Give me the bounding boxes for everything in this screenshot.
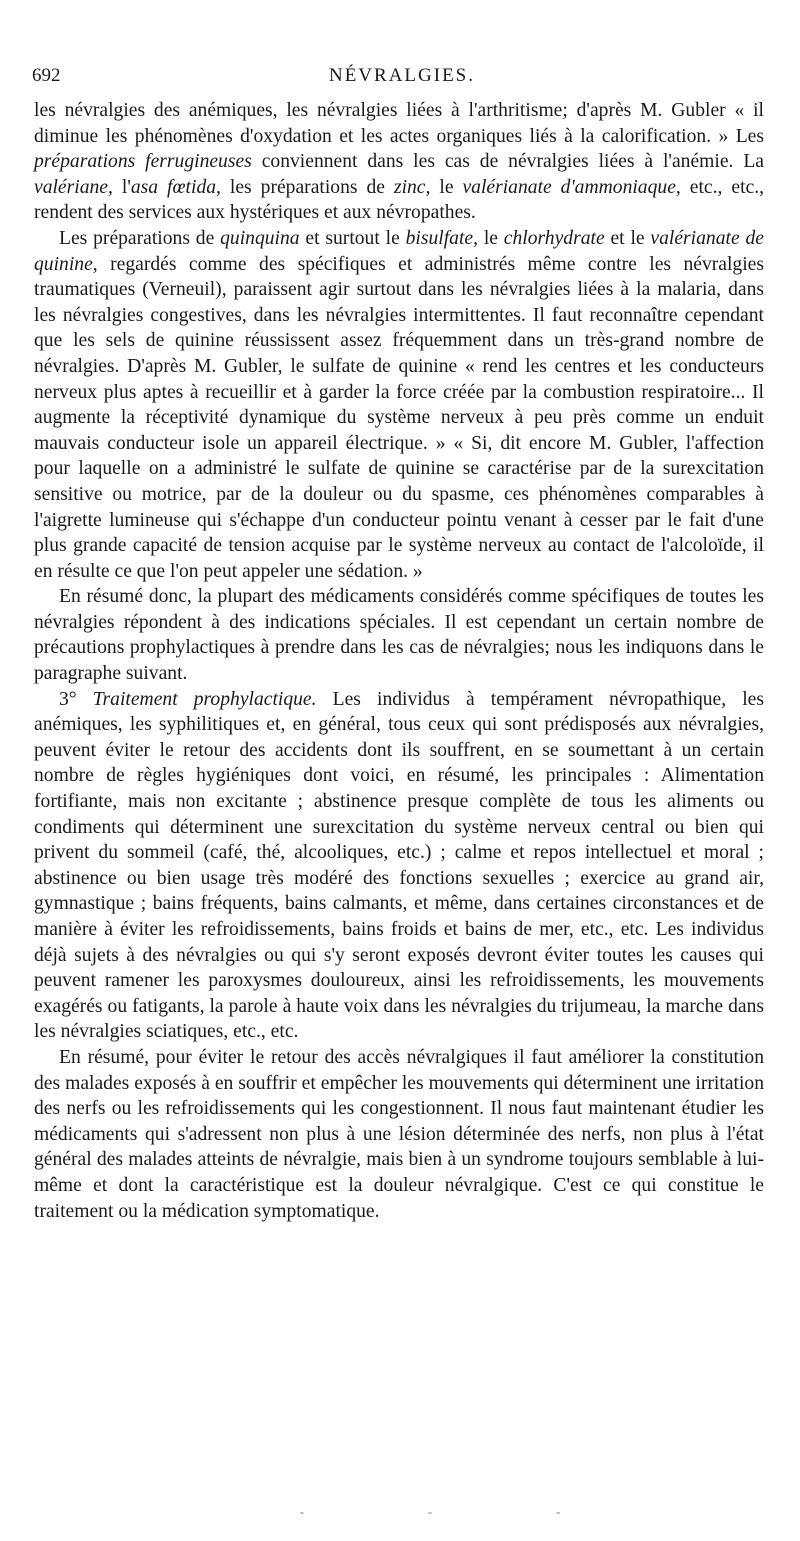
- italic-text: zinc,: [393, 176, 431, 198]
- text-run: En résumé donc, la plupart des médicaments considérés comme spécifiques de toutes les névralgies répondent à des indications spéciales. Il est cependant un certain nombre de précautions prophylactiques à prendre dans les cas de névralgies; nous les indiquons dans le paragraphe suivant.: [34, 586, 764, 685]
- text-run: le: [478, 227, 504, 249]
- text-run: l': [112, 176, 131, 198]
- italic-text: valériane,: [34, 176, 113, 198]
- text-run: et surtout le: [299, 227, 406, 249]
- italic-text: chlorhydrate: [503, 227, 605, 249]
- text-run: conviennent dans les cas de névralgies liées à l'anémie. La: [251, 151, 764, 173]
- paragraph: [34, 98, 764, 226]
- italic-text: valérianate de quinine,: [34, 227, 764, 275]
- text-run: les névralgies des anémiques, les névralgies liées à l'arthritisme; d'après M. Gubler « il diminue les phénomènes d'oxydation et les actes organiques liés à la calorification. » Les: [34, 100, 764, 147]
- text-run: 3°: [59, 688, 93, 710]
- body-text: [34, 98, 764, 1224]
- page-number: 692: [32, 65, 61, 86]
- italic-text: bisulfate,: [405, 227, 478, 249]
- paragraph: [34, 584, 764, 686]
- text-run: les préparations de: [220, 176, 394, 198]
- text-run: regardés comme des spécifiques et administrés même contre les névralgies traumatiques (Verneuil), paraissent agir surtout dans les névralgies liées à la malaria, dans les névralgies congestives, dans les névralgies intermittentes. Il faut reconnaître cependant que les sels de quinine réussissent assez fréquemment dans un très-grand nombre de névralgies. D'après M. Gubler, le sulfate de quinine « rend les centres et les conducteurs nerveux plus aptes à recueillir et à garder la force créée par la combustion respiratoire... Il augmente la réceptivité dynamique du système nerveux à peu près comme un enduit mauvais conducteur isole un appareil électrique. » « Si, dit encore M. Gubler, l'affection pour laquelle on a administré le sulfate de quinine se caractérise par de la surexcitation sensitive ou motrice, par de la douleur ou du spasme, ces phénomènes comparables à l'aigrette lumineuse qui s'échappe d'un conducteur pointu venant à cesser par le fait d'une plus grande capacité de tension acquise par le système nerveux au contact de l'alcoloïde, il en résulte ce que l'on peut appeler une sédation. »: [34, 253, 764, 582]
- text-run: Les préparations de: [59, 227, 221, 249]
- text-run: Les individus à tempérament névropathique, les anémiques, les syphilitiques et, en général, tous ceux qui sont prédisposés aux névralgies, peuvent éviter le retour des accidents dont ils souffrent, en se soumettant à un certain nombre de règles hygiéniques dont voici, en résumé, les principales : Alimentation fortifiante, mais non excitante ; abstinence presque complète de tous les aliments ou condiments qui déterminent une surexcitation du système nerveux central ou bien qui privent du sommeil (café, thé, alcooliques, etc.) ; calme et repos intellectuel et moral ; abstinence ou bien usage très modéré des fonctions sexuelles ; exercice au grand air, gymnastique ; bains fréquents, bains calmants, et même, dans certaines circonstances et de manière à éviter les refroidissements, bains froids et bains de mer, etc., etc. Les individus déjà sujets à des névralgies ou qui s'y seront exposés devront éviter toutes les causes qui peuvent ramener les paroxysmes douloureux, ainsi les refroidissements, les mouvements exagérés ou fatigants, la parole à haute voix dans les névralgies du trijumeau, la marche dans les névralgies sciatiques, etc., etc.: [34, 688, 765, 1043]
- running-title: NÉVRALGIES.: [328, 65, 476, 86]
- paragraph: [34, 1045, 764, 1224]
- paragraph: [34, 226, 764, 584]
- running-head: [32, 63, 762, 89]
- text-run: En résumé, pour éviter le retour des accès névralgiques il faut améliorer la constitution des malades exposés à en souffrir et empêcher les mouvements qui déterminent une irritation des nerfs ou les refroidissements qui les congestionnent. Il nous faut maintenant étudier les médicaments qui s'adressent non plus à une lésion déterminée des nerfs, non plus à l'état général des malades atteints de névralgie, mais bien à un syndrome toujours semblable à lui-même et dont la caractéristique est la douleur névralgique. C'est ce qui constitue le traitement ou la médication symptomatique.: [34, 1046, 764, 1222]
- text-run: etc., etc., rendent des services aux hystériques et aux névropathes.: [34, 176, 765, 224]
- italic-text: préparations ferrugineuses: [34, 151, 252, 173]
- italic-text: quinquina: [220, 227, 300, 249]
- paragraph: [34, 687, 764, 1045]
- italic-text: valérianate d'ammoniaque,: [462, 176, 681, 198]
- italic-text: Traitement prophylactique.: [92, 688, 317, 710]
- text-run: le: [430, 176, 463, 198]
- italic-text: asa fœtida,: [130, 176, 221, 198]
- text-run: et le: [604, 227, 651, 249]
- footer-marks: - - -: [299, 1505, 621, 1520]
